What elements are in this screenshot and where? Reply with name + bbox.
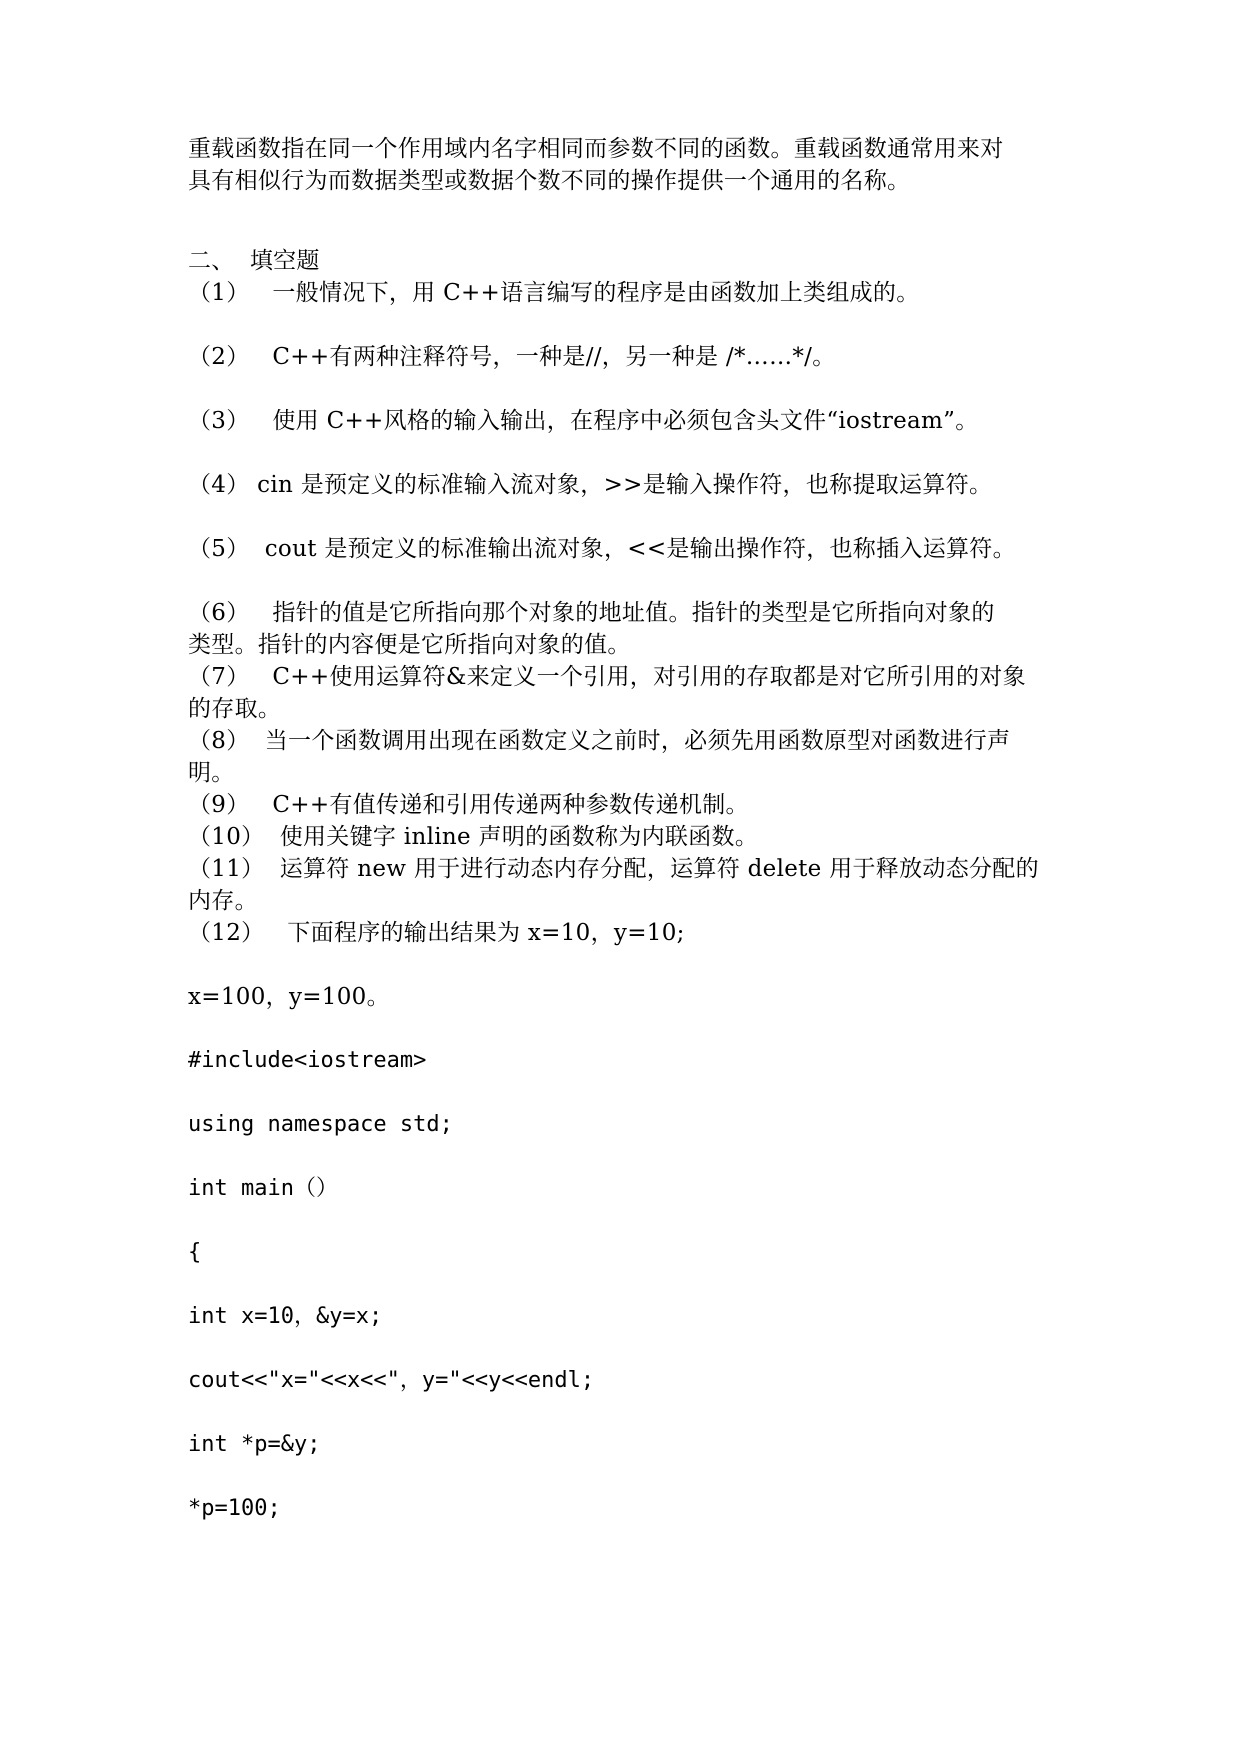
code-line-3: int main（） bbox=[188, 1176, 338, 1201]
item-2: （2） C++有两种注释符号，一种是//，另一种是 /*……*/。 bbox=[188, 344, 836, 370]
item-9: （9） C++有值传递和引用传递两种参数传递机制。 bbox=[188, 792, 749, 818]
code-line-6: cout<<"x="<<x<<"，y="<<y<<endl; bbox=[188, 1368, 595, 1393]
item-6-line-2: 类型。指针的内容便是它所指向对象的值。 bbox=[188, 632, 631, 658]
output-line-2: x=100，y=100。 bbox=[188, 984, 390, 1010]
code-line-2: using namespace std; bbox=[188, 1112, 453, 1137]
item-5: （5） cout 是预定义的标准输出流对象，<<是输出操作符，也称插入运算符。 bbox=[188, 536, 1016, 562]
intro-line-2: 具有相似行为而数据类型或数据个数不同的操作提供一个通用的名称。 bbox=[188, 168, 911, 194]
item-8-line-1: （8） 当一个函数调用出现在函数定义之前时，必须先用函数原型对函数进行声 bbox=[188, 728, 1011, 754]
item-8-line-2: 明。 bbox=[188, 760, 235, 786]
section-heading: 二、 填空题 bbox=[188, 248, 320, 274]
item-7-line-1: （7） C++使用运算符&来定义一个引用，对引用的存取都是对它所引用的对象 bbox=[188, 664, 1026, 690]
item-1: （1） 一般情况下，用 C++语言编写的程序是由函数加上类组成的。 bbox=[188, 280, 920, 306]
code-line-8: *p=100; bbox=[188, 1496, 281, 1521]
code-line-5: int x=10，&y=x; bbox=[188, 1304, 383, 1329]
item-11-line-2: 内存。 bbox=[188, 888, 258, 914]
item-7-line-2: 的存取。 bbox=[188, 696, 282, 722]
code-line-4: { bbox=[188, 1240, 202, 1265]
item-12: （12） 下面程序的输出结果为 x=10，y=10; bbox=[188, 920, 685, 946]
item-10: （10） 使用关键字 inline 声明的函数称为内联函数。 bbox=[188, 824, 759, 850]
code-line-7: int *p=&y; bbox=[188, 1432, 321, 1457]
code-line-1: #include<iostream> bbox=[188, 1048, 427, 1073]
item-6-line-1: （6） 指针的值是它所指向那个对象的地址值。指针的类型是它所指向对象的 bbox=[188, 600, 995, 626]
item-4: （4） cin 是预定义的标准输入流对象，>>是输入操作符，也称提取运算符。 bbox=[188, 472, 993, 498]
item-3: （3） 使用 C++风格的输入输出，在程序中必须包含头文件“iostream”。 bbox=[188, 408, 979, 434]
intro-line-1: 重载函数指在同一个作用域内名字相同而参数不同的函数。重载函数通常用来对 bbox=[188, 136, 1004, 162]
item-11-line-1: （11） 运算符 new 用于进行动态内存分配，运算符 delete 用于释放动态分配的 bbox=[188, 856, 1039, 882]
